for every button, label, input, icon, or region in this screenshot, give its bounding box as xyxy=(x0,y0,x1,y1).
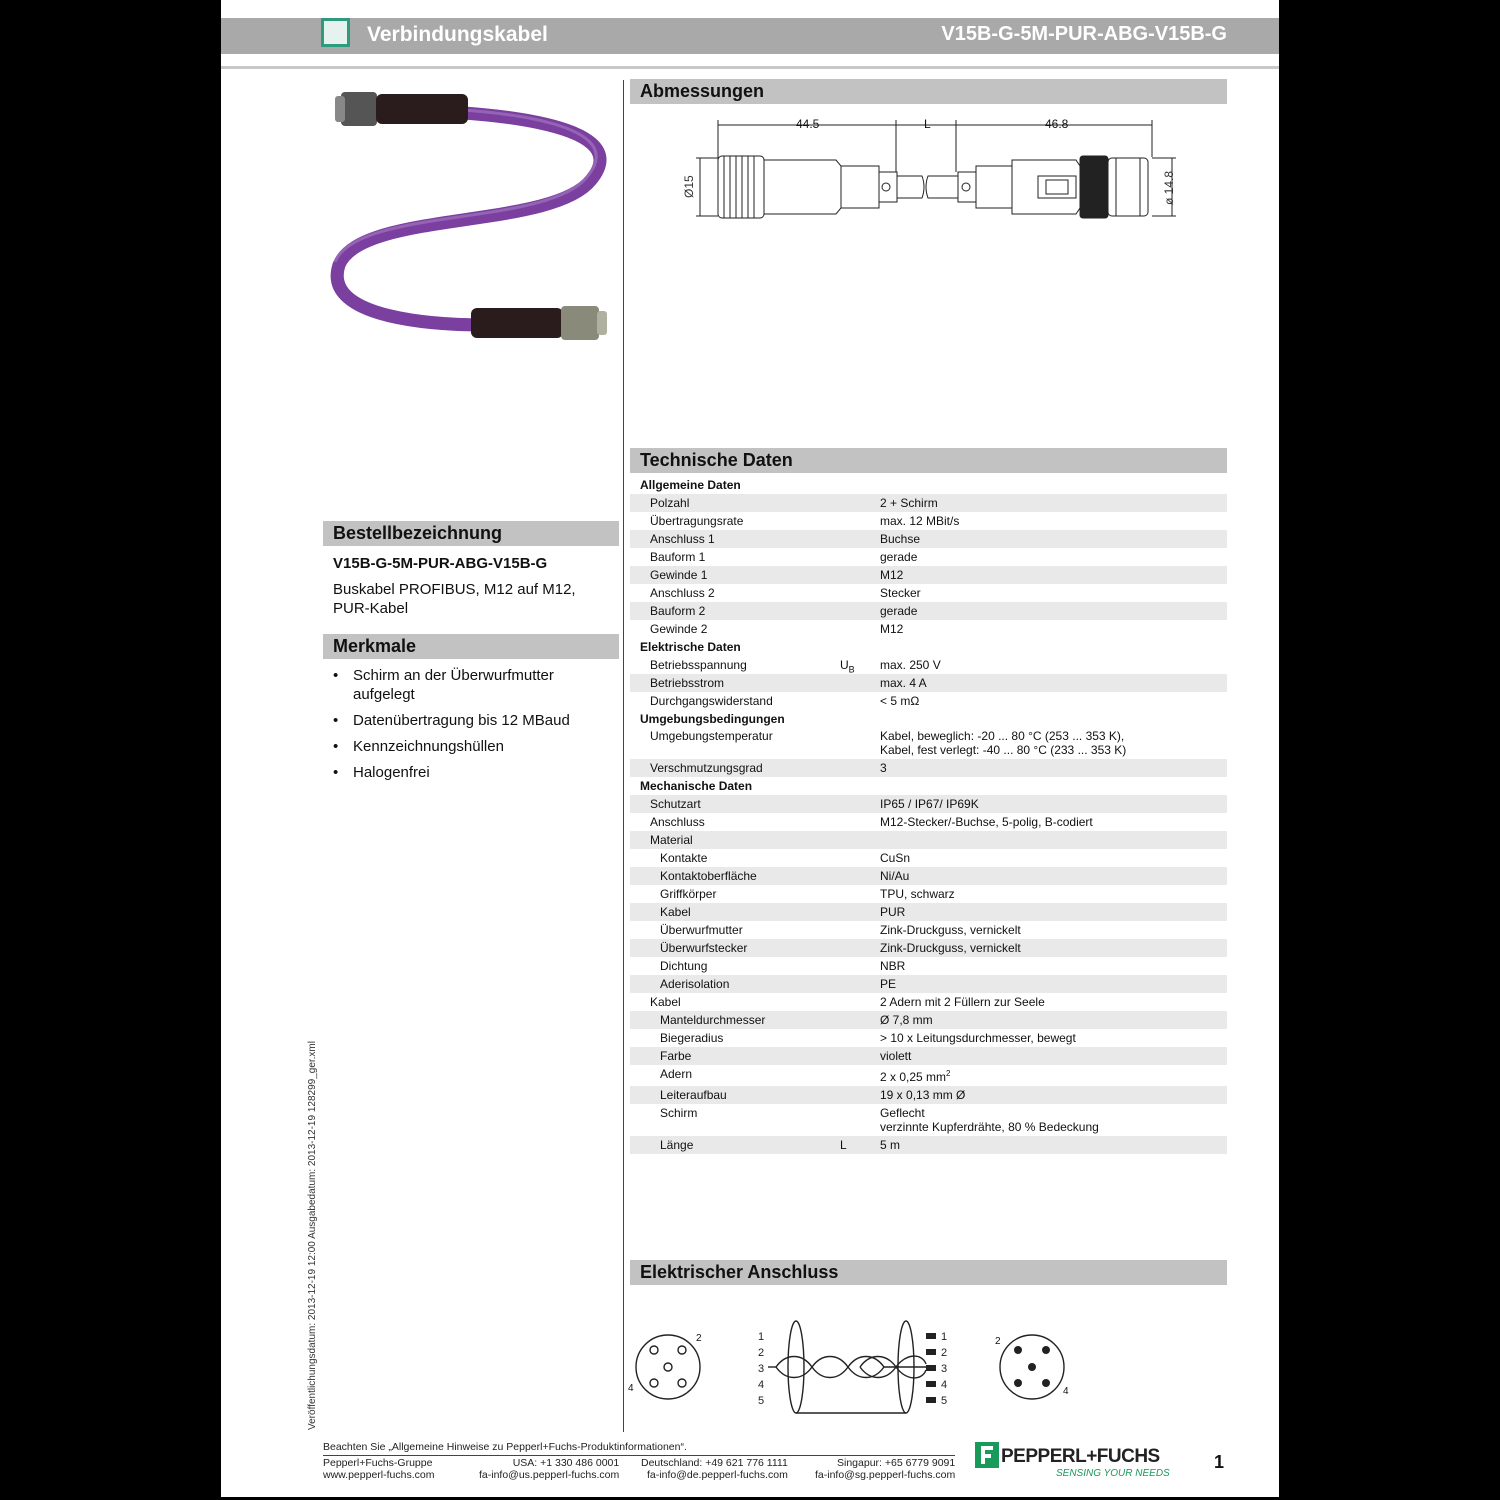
tech-row xyxy=(630,939,1227,957)
tech-row xyxy=(630,831,1227,849)
datasheet-page xyxy=(221,0,1279,1497)
header-bar xyxy=(221,18,1279,54)
tech-row xyxy=(630,993,1227,1011)
header-divider xyxy=(221,66,1279,69)
footer-usa-email[interactable]: fa-info@us.pepperl-fuchs.com xyxy=(479,1469,620,1481)
connector-male-body xyxy=(471,308,563,338)
tech-value-text: gerade xyxy=(880,603,918,618)
footer-group-name: Pepperl+Fuchs-Gruppe xyxy=(323,1457,433,1469)
plug-right-pin-4-label: 4 xyxy=(1063,1386,1069,1397)
tech-value xyxy=(880,1013,1227,1027)
tech-value xyxy=(880,761,1227,775)
tech-group-label: Mechanische Daten xyxy=(640,779,753,794)
tech-value-text: Buchse xyxy=(880,531,921,546)
tech-label: Kontakte xyxy=(660,850,708,865)
dim-label-mid: L xyxy=(924,117,931,131)
tech-value xyxy=(880,995,1227,1009)
tech-value xyxy=(880,941,1227,955)
svg-text:2: 2 xyxy=(758,1347,765,1359)
tech-value-text: 2 Adern mit 2 Füllern zur Seele xyxy=(880,994,1045,1009)
tech-label: Bauform 1 xyxy=(650,549,706,564)
page-number: 1 xyxy=(1214,1452,1225,1472)
footer-col-sg xyxy=(815,1457,955,1481)
tech-value xyxy=(880,532,1227,546)
tech-label: Übertragungsrate xyxy=(650,513,744,528)
tech-row xyxy=(630,566,1227,584)
connector-female-body xyxy=(376,94,468,124)
tech-row xyxy=(630,759,1227,777)
tech-label: Betriebsstrom xyxy=(650,675,725,690)
tech-value xyxy=(880,851,1227,865)
tech-label: Länge xyxy=(660,1137,694,1152)
svg-text:2: 2 xyxy=(941,1347,948,1359)
tech-label: Dichtung xyxy=(660,958,708,973)
tech-value-text: Zink-Druckguss, vernickelt xyxy=(880,940,1021,955)
tech-group-label: Allgemeine Daten xyxy=(640,478,741,492)
svg-text:3: 3 xyxy=(758,1363,765,1375)
tech-value xyxy=(880,797,1227,811)
brand-slogan: SENSING YOUR NEEDS xyxy=(1056,1468,1170,1479)
tech-group-label: Elektrische Daten xyxy=(640,639,741,654)
tech-value xyxy=(880,977,1227,991)
tech-row xyxy=(630,1065,1227,1086)
publication-info: Veröffentlichungsdatum: 2013-12-19 12:00 Ausgabedatum: 2013-12-19 128299_ger.xml xyxy=(307,1041,318,1430)
tech-value-text: TPU, schwarz xyxy=(880,886,955,901)
ordering-code: V15B-G-5M-PUR-ABG-V15B-G xyxy=(333,555,548,572)
tech-label: Material xyxy=(650,833,693,848)
tech-row xyxy=(630,1011,1227,1029)
tech-row xyxy=(630,1029,1227,1047)
tech-value xyxy=(880,869,1227,883)
tech-value-text: CuSn xyxy=(880,850,911,865)
tech-row xyxy=(630,602,1227,620)
tech-value xyxy=(880,923,1227,937)
tech-row xyxy=(630,795,1227,813)
features-list xyxy=(333,666,615,789)
dim-label-right: 46.8 xyxy=(1045,117,1069,131)
section-technical-data: Technische Daten xyxy=(630,448,1227,473)
column-divider xyxy=(623,80,624,1432)
tech-label: Gewinde 1 xyxy=(650,567,708,582)
dim-label-left: 44.5 xyxy=(796,117,820,131)
tech-value-text: gerade xyxy=(880,549,918,564)
tech-value xyxy=(880,1106,1227,1134)
tech-row xyxy=(630,1104,1227,1136)
svg-text:4: 4 xyxy=(941,1379,948,1391)
tech-value-text: max. 4 A xyxy=(880,675,927,690)
tech-value xyxy=(880,622,1227,636)
tech-value-text: PE xyxy=(880,976,897,991)
tech-value-text: > 10 x Leitungsdurchmesser, bewegt xyxy=(880,1030,1076,1045)
tech-value xyxy=(880,676,1227,690)
tech-value-text: NBR xyxy=(880,958,906,973)
tech-label: Schirm xyxy=(660,1105,698,1120)
tech-value-text: 3 xyxy=(880,761,887,776)
tech-label: Aderisolation xyxy=(660,976,730,991)
tech-row xyxy=(630,548,1227,566)
svg-text:1: 1 xyxy=(758,1331,765,1343)
tech-row xyxy=(630,867,1227,885)
tech-value-text: Stecker xyxy=(880,585,921,600)
tech-row xyxy=(630,1086,1227,1104)
tech-row xyxy=(630,674,1227,692)
tech-row xyxy=(630,584,1227,602)
section-ordering: Bestellbezeichnung xyxy=(323,521,619,546)
tech-label: Kabel xyxy=(660,904,691,919)
tech-label: Adern xyxy=(660,1066,693,1081)
ordering-description: Buskabel PROFIBUS, M12 auf M12, PUR-Kabel xyxy=(333,581,576,617)
tech-label: Verschmutzungsgrad xyxy=(650,761,763,776)
svg-text:3: 3 xyxy=(941,1363,948,1375)
footer-col-group xyxy=(323,1457,434,1481)
tech-row xyxy=(630,656,1227,674)
tech-row xyxy=(630,903,1227,921)
tech-label: Schutzart xyxy=(650,797,701,812)
tech-value-text: violett xyxy=(880,1048,912,1063)
footer-rule xyxy=(323,1455,955,1456)
tech-value xyxy=(880,586,1227,600)
tech-value-text: 2 + Schirm xyxy=(880,495,938,510)
section-electrical-connection: Elektrischer Anschluss xyxy=(630,1260,1227,1285)
tech-value xyxy=(880,815,1227,829)
tech-group-heading xyxy=(630,777,1227,795)
tech-value-text: M12-Stecker/-Buchse, 5-polig, B-codiert xyxy=(880,815,1093,830)
footer-col-usa xyxy=(479,1457,619,1481)
tech-group-heading xyxy=(630,638,1227,656)
tech-row xyxy=(630,494,1227,512)
svg-text:5: 5 xyxy=(941,1395,948,1407)
tech-row xyxy=(630,1136,1227,1154)
tech-value-text: Ni/Au xyxy=(880,868,910,883)
tech-value-text: M12 xyxy=(880,567,904,582)
tech-value xyxy=(880,568,1227,582)
feature-item: • Datenübertragung bis 12 MBaud xyxy=(333,711,615,730)
header-product-code: V15B-G-5M-PUR-ABG-V15B-G xyxy=(941,23,1227,45)
tech-label: Anschluss 1 xyxy=(650,531,715,546)
svg-text:4: 4 xyxy=(758,1379,765,1391)
tech-row xyxy=(630,921,1227,939)
tech-value-text: PUR xyxy=(880,904,906,919)
tech-row xyxy=(630,530,1227,548)
tech-value xyxy=(880,694,1227,708)
socket-left-pin-4-label: 4 xyxy=(628,1383,634,1394)
tech-value xyxy=(880,1067,1227,1084)
tech-row xyxy=(630,975,1227,993)
tech-value-text: IP65 / IP67/ IP69K xyxy=(880,797,979,812)
tech-label: Betriebsspannung xyxy=(650,657,747,672)
tech-symbol-main: L xyxy=(840,1137,847,1152)
socket-left-circle xyxy=(636,1335,700,1399)
tech-group-heading xyxy=(630,710,1227,728)
pepperl-fuchs-logo-icon xyxy=(975,1442,999,1468)
tech-label: Gewinde 2 xyxy=(650,621,708,636)
tech-value-text: max. 250 V xyxy=(880,657,941,672)
tech-group-label: Umgebungsbedingungen xyxy=(640,711,785,726)
tech-value-text: Zink-Druckguss, vernickelt xyxy=(880,922,1021,937)
plug-right-pin-2-label: 2 xyxy=(995,1336,1001,1347)
svg-text:1: 1 xyxy=(941,1331,948,1343)
footer-sg-phone: Singapur: +65 6779 9091 xyxy=(837,1457,956,1469)
section-dimensions: Abmessungen xyxy=(630,79,1227,104)
tech-label: Kabel xyxy=(650,994,681,1009)
footer-col-de xyxy=(641,1457,788,1481)
dim-label-dia-left: Ø15 xyxy=(682,175,696,198)
tech-label: Farbe xyxy=(660,1048,692,1063)
tech-label: Leiteraufbau xyxy=(660,1087,727,1102)
tech-label: Anschluss 2 xyxy=(650,585,715,600)
tech-label: Manteldurchmesser xyxy=(660,1012,766,1027)
dim-label-dia-right: ø 14.8 xyxy=(1162,170,1176,205)
wiring-diagram xyxy=(626,1315,1086,1425)
connector-male-nut xyxy=(561,306,599,340)
tech-value xyxy=(880,959,1227,973)
tech-label: Überwurfmutter xyxy=(660,922,743,937)
tech-value-text: 19 x 0,13 mm Ø xyxy=(880,1087,966,1102)
tech-label: Griffkörper xyxy=(660,886,717,901)
feature-item: • Schirm an der Überwurfmutter aufgelegt xyxy=(333,666,615,704)
tech-value xyxy=(880,550,1227,564)
tech-label: Umgebungstemperatur xyxy=(650,729,773,744)
tech-value-text: Ø 7,8 mm xyxy=(880,1012,933,1027)
feature-item: • Kennzeichnungshüllen xyxy=(333,737,615,756)
tech-value xyxy=(880,1031,1227,1045)
tech-value-text: Kabel, beweglich: -20 ... 80 °C (253 ... 353 K), Kabel, fest verlegt: -40 ... 80 °C (233 ... 353 K) xyxy=(880,729,1127,758)
tech-label: Polzahl xyxy=(650,495,690,510)
tech-value xyxy=(880,1138,1227,1152)
header-square-icon xyxy=(321,18,350,47)
tech-symbol xyxy=(840,1138,847,1152)
tech-value xyxy=(880,905,1227,919)
tech-row xyxy=(630,512,1227,530)
tech-value xyxy=(880,729,1227,757)
tech-row xyxy=(630,727,1227,759)
header-category: Verbindungskabel xyxy=(367,23,548,46)
tech-row xyxy=(630,957,1227,975)
connector-female-nut xyxy=(341,92,377,126)
tech-value xyxy=(880,514,1227,528)
tech-label: Bauform 2 xyxy=(650,603,706,618)
tech-row xyxy=(630,849,1227,867)
footer-de-email[interactable]: fa-info@de.pepperl-fuchs.com xyxy=(647,1469,788,1481)
section-features: Merkmale xyxy=(323,634,619,659)
tech-value-text: max. 12 MBit/s xyxy=(880,513,960,528)
footer-usa-phone: USA: +1 330 486 0001 xyxy=(512,1457,620,1469)
tech-label: Biegeradius xyxy=(660,1030,724,1045)
tech-value xyxy=(880,1049,1227,1063)
socket-left-pin-2-label: 2 xyxy=(696,1333,702,1344)
footer-website-link[interactable]: www.pepperl-fuchs.com xyxy=(323,1469,435,1481)
tech-value-text: 5 m xyxy=(880,1137,901,1152)
tech-label: Überwurfstecker xyxy=(660,940,748,955)
brand-name: PEPPERL+FUCHS xyxy=(1001,1446,1160,1467)
tech-symbol-sub: B xyxy=(848,663,855,674)
tech-value xyxy=(880,604,1227,618)
tech-value-text: M12 xyxy=(880,621,904,636)
tech-row xyxy=(630,885,1227,903)
dimension-drawing xyxy=(676,112,1196,232)
tech-label: Durchgangswiderstand xyxy=(650,693,773,708)
footer-note: Beachten Sie „Allgemeine Hinweise zu Pepperl+Fuchs-Produktinformationen“. xyxy=(323,1441,687,1453)
svg-text:5: 5 xyxy=(758,1395,765,1407)
tech-label: Kontaktoberfläche xyxy=(660,868,757,883)
product-photo xyxy=(321,80,621,350)
tech-row xyxy=(630,813,1227,831)
tech-value xyxy=(880,887,1227,901)
footer-sg-email[interactable]: fa-info@sg.pepperl-fuchs.com xyxy=(815,1469,956,1481)
tech-row xyxy=(630,620,1227,638)
tech-label: Anschluss xyxy=(650,815,705,830)
tech-value xyxy=(880,658,1227,672)
feature-item: • Halogenfrei xyxy=(333,763,615,782)
tech-value-text: Geflecht verzinnte Kupferdrähte, 80 % Bedeckung xyxy=(880,1105,1099,1134)
tech-value xyxy=(880,496,1227,510)
tech-value-text: 2 x 0,25 mm xyxy=(880,1069,947,1084)
tech-value-sup: 2 xyxy=(946,1068,951,1078)
tech-value xyxy=(880,1088,1227,1102)
tech-row xyxy=(630,692,1227,710)
tech-group-heading xyxy=(630,476,1227,494)
tech-row xyxy=(630,1047,1227,1065)
tech-value-text: < 5 mΩ xyxy=(880,693,920,708)
technical-data-table xyxy=(630,476,1227,1154)
footer-de-phone: Deutschland: +49 621 776 1111 xyxy=(641,1457,788,1469)
tech-symbol-main: U xyxy=(840,657,849,672)
